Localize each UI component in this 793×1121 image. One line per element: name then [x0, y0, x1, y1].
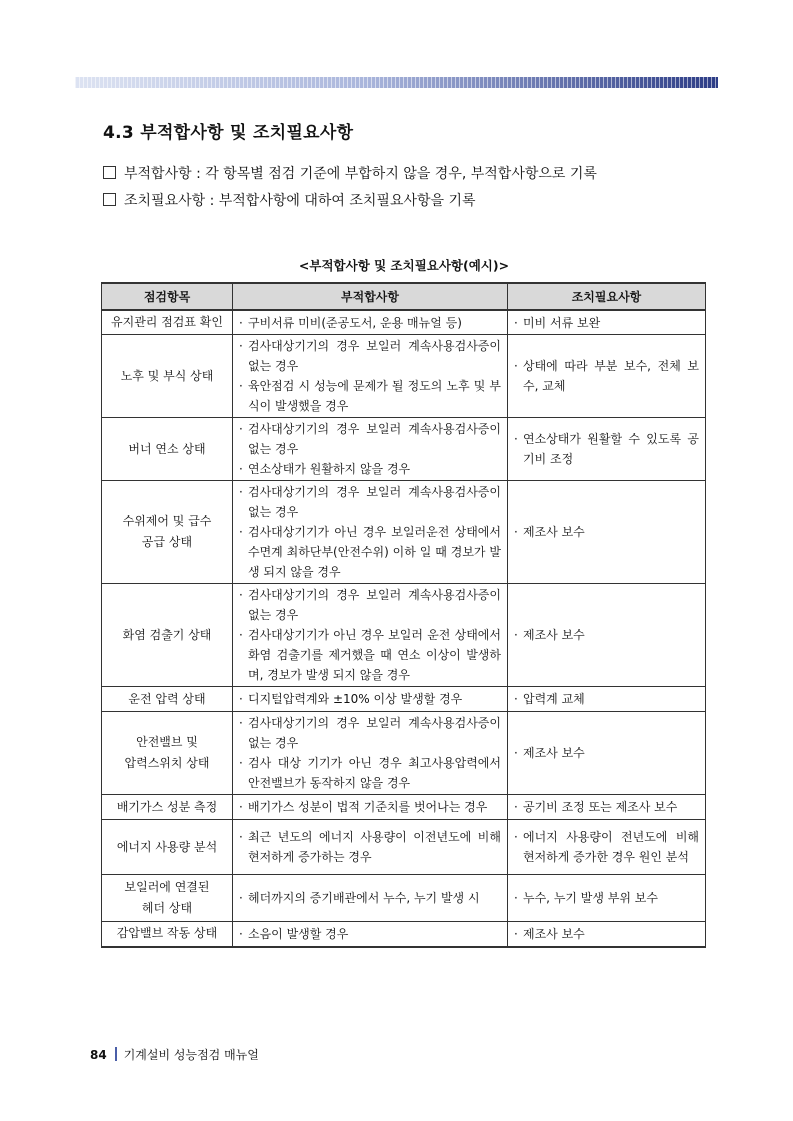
list-item — [514, 429, 699, 469]
middle-dot-icon: · — [514, 359, 518, 373]
bullet-text: 부적합사항 : 각 항목별 점검 기준에 부합하지 않을 경우, 부적합사항으로 기록 — [124, 166, 597, 182]
list-item — [514, 625, 699, 645]
middle-dot-icon: · — [239, 315, 243, 330]
list-item-text: 제조사 보수 — [523, 525, 585, 539]
cell-nonconformity — [233, 875, 508, 922]
item-line: 화염 검출기 상태 — [122, 627, 212, 642]
item-line: 헤더 상태 — [141, 901, 193, 915]
middle-dot-icon: · — [239, 830, 243, 844]
header-action-required: 조치필요사항 — [508, 283, 706, 310]
table-row — [102, 922, 706, 947]
list-item — [514, 924, 699, 944]
list-item — [239, 522, 501, 582]
cell-action-required — [508, 418, 706, 481]
list-item — [239, 482, 501, 522]
list-item-text: 검사대상기기의 경우 보일러 계속사용검사증이 없는 경우 — [248, 716, 501, 750]
table-row — [102, 335, 706, 418]
item-line: 유지관리 점검표 확인 — [111, 315, 223, 329]
table-row — [102, 820, 706, 875]
item-line: 수위제어 및 급수 — [122, 514, 212, 528]
header-decoration-stripes — [75, 77, 718, 88]
cell-action-required — [508, 584, 706, 687]
middle-dot-icon: · — [239, 379, 243, 393]
middle-dot-icon: · — [514, 692, 518, 706]
middle-dot-icon: · — [514, 891, 518, 905]
list-item-text: 검사대상기기의 경우 보일러 계속사용검사증이 없는 경우 — [248, 485, 501, 519]
footer-title: 기계설비 성능점검 매뉴얼 — [123, 1048, 259, 1062]
list-item — [514, 888, 699, 908]
list-item-text: 검사대상기기의 경우 보일러 계속사용검사증이 없는 경우 — [248, 588, 501, 622]
middle-dot-icon: · — [514, 315, 518, 330]
middle-dot-icon: · — [514, 432, 518, 446]
cell-inspection-item — [102, 418, 233, 481]
inspection-table — [101, 282, 706, 948]
list-item-text: 제조사 보수 — [523, 628, 585, 642]
bullet-nonconformity — [103, 163, 597, 183]
middle-dot-icon: · — [239, 692, 243, 706]
cell-action-required — [508, 712, 706, 795]
middle-dot-icon: · — [239, 891, 243, 905]
list-item-text: 검사대상기기의 경우 보일러 계속사용검사증이 없는 경우 — [248, 339, 501, 373]
list-item — [514, 522, 699, 542]
list-item-text: 헤더까지의 증기배관에서 누수, 누기 발생 시 — [248, 891, 480, 905]
cell-inspection-item — [102, 584, 233, 687]
item-line: 공급 상태 — [141, 535, 193, 549]
middle-dot-icon: · — [239, 485, 243, 499]
table-row — [102, 712, 706, 795]
middle-dot-icon: · — [239, 628, 243, 642]
list-item — [239, 689, 501, 709]
list-item-text: 배기가스 성분이 법적 기준치를 벗어나는 경우 — [248, 800, 488, 814]
list-item — [239, 419, 501, 459]
middle-dot-icon: · — [514, 926, 518, 941]
list-item — [239, 625, 501, 685]
cell-nonconformity — [233, 335, 508, 418]
middle-dot-icon: · — [239, 800, 243, 814]
list-item-text: 디지털압력계와 ±10% 이상 발생할 경우 — [248, 692, 463, 706]
list-item-text: 구비서류 미비(준공도서, 운용 매뉴얼 등) — [248, 315, 462, 330]
cell-nonconformity — [233, 687, 508, 712]
list-item — [514, 827, 699, 867]
middle-dot-icon: · — [239, 926, 243, 941]
cell-action-required — [508, 875, 706, 922]
list-item — [514, 743, 699, 763]
middle-dot-icon: · — [239, 716, 243, 730]
cell-action-required — [508, 310, 706, 335]
cell-inspection-item — [102, 481, 233, 584]
list-item-text: 최근 년도의 에너지 사용량이 이전년도에 비해 현저하게 증가하는 경우 — [248, 830, 501, 864]
list-item-text: 검사 대상 기기가 아닌 경우 최고사용압력에서 안전밸브가 동작하지 않을 경우 — [248, 756, 501, 790]
list-item-text: 제조사 보수 — [523, 746, 585, 760]
list-item-text: 공기비 조정 또는 제조사 보수 — [523, 800, 678, 814]
list-item-text: 연소상태가 원활하지 않을 경우 — [248, 462, 411, 476]
item-line: 압력스위치 상태 — [124, 756, 210, 770]
middle-dot-icon: · — [239, 525, 243, 539]
list-item-text: 에너지 사용량이 전년도에 비해 현저하게 증가한 경우 원인 분석 — [523, 830, 699, 864]
item-line: 에너지 사용량 분석 — [116, 839, 218, 854]
list-item-text: 검사대상기기가 아닌 경우 보일러 운전 상태에서 화염 검출기를 제거했을 때 연소 이상이 발생하며, 경보가 발생 되지 않을 경우 — [248, 628, 501, 682]
list-item — [239, 336, 501, 376]
page-number: 84 — [90, 1048, 107, 1062]
item-line: 버너 연소 상태 — [128, 441, 206, 456]
list-item-text: 육안점검 시 성능에 문제가 될 정도의 노후 및 부식이 발생했을 경우 — [248, 379, 501, 413]
table-caption: <부적합사항 및 조치필요사항(예시)> — [298, 258, 510, 273]
cell-action-required — [508, 335, 706, 418]
list-item — [239, 376, 501, 416]
middle-dot-icon: · — [514, 746, 518, 760]
table-header-row — [102, 283, 706, 310]
cell-nonconformity — [233, 820, 508, 875]
list-item-text: 검사대상기기가 아닌 경우 보일러운전 상태에서 수면계 최하단부(안전수위) 이하 일 때 경보가 발생 되지 않을 경우 — [248, 525, 501, 579]
header-nonconformity: 부적합사항 — [233, 283, 508, 310]
list-item-text: 미비 서류 보완 — [523, 315, 601, 330]
item-line: 배기가스 성분 측정 — [116, 799, 218, 814]
middle-dot-icon: · — [514, 800, 518, 814]
middle-dot-icon: · — [514, 628, 518, 642]
page-footer — [90, 1046, 259, 1063]
list-item-text: 누수, 누기 발생 부위 보수 — [523, 891, 658, 905]
cell-nonconformity — [233, 584, 508, 687]
list-item — [239, 888, 501, 908]
list-item — [239, 753, 501, 793]
checkbox-square-icon — [103, 166, 116, 179]
item-line: 안전밸브 및 — [136, 735, 198, 749]
section-title: 4.3 부적합사항 및 조치필요사항 — [103, 123, 354, 143]
cell-inspection-item — [102, 820, 233, 875]
middle-dot-icon: · — [239, 339, 243, 353]
item-line: 노후 및 부식 상태 — [120, 368, 214, 383]
bullet-text: 조치필요사항 : 부적합사항에 대하여 조치필요사항을 기록 — [124, 193, 476, 209]
list-item — [239, 313, 501, 333]
table-row — [102, 795, 706, 820]
cell-inspection-item — [102, 795, 233, 820]
item-line: 보일러에 연결된 — [124, 880, 210, 894]
list-item — [239, 924, 501, 944]
list-item-text: 소음이 발생할 경우 — [248, 926, 349, 941]
list-item-text: 검사대상기기의 경우 보일러 계속사용검사증이 없는 경우 — [248, 422, 501, 456]
bullet-action-required — [103, 190, 476, 210]
list-item — [514, 356, 699, 396]
middle-dot-icon: · — [514, 830, 518, 844]
middle-dot-icon: · — [239, 588, 243, 602]
table-row — [102, 310, 706, 335]
cell-nonconformity — [233, 922, 508, 947]
middle-dot-icon: · — [514, 525, 518, 539]
list-item — [514, 797, 699, 817]
checkbox-square-icon — [103, 193, 116, 206]
cell-action-required — [508, 922, 706, 947]
item-line: 운전 압력 상태 — [128, 691, 206, 706]
list-item — [514, 313, 699, 333]
table-row — [102, 875, 706, 922]
cell-nonconformity — [233, 481, 508, 584]
cell-inspection-item — [102, 875, 233, 922]
cell-action-required — [508, 820, 706, 875]
cell-inspection-item — [102, 335, 233, 418]
cell-action-required — [508, 481, 706, 584]
list-item — [239, 797, 501, 817]
list-item-text: 제조사 보수 — [523, 926, 585, 941]
cell-nonconformity — [233, 418, 508, 481]
cell-inspection-item — [102, 712, 233, 795]
list-item — [514, 689, 699, 709]
middle-dot-icon: · — [239, 462, 243, 476]
cell-inspection-item — [102, 310, 233, 335]
middle-dot-icon: · — [239, 422, 243, 436]
middle-dot-icon: · — [239, 756, 243, 770]
cell-action-required — [508, 687, 706, 712]
table-row — [102, 584, 706, 687]
table-row — [102, 687, 706, 712]
cell-nonconformity — [233, 712, 508, 795]
cell-inspection-item — [102, 922, 233, 947]
list-item-text: 연소상태가 원활할 수 있도록 공기비 조정 — [523, 432, 699, 466]
list-item — [239, 827, 501, 867]
table-row — [102, 481, 706, 584]
list-item — [239, 713, 501, 753]
list-item — [239, 459, 501, 479]
footer-separator — [115, 1047, 117, 1061]
cell-nonconformity — [233, 310, 508, 335]
cell-nonconformity — [233, 795, 508, 820]
cell-inspection-item — [102, 687, 233, 712]
list-item-text: 압력계 교체 — [523, 692, 585, 706]
list-item — [239, 585, 501, 625]
cell-action-required — [508, 795, 706, 820]
header-inspection-item: 점검항목 — [102, 283, 233, 310]
list-item-text: 상태에 따라 부분 보수, 전체 보수, 교체 — [523, 359, 699, 393]
item-line: 감압밸브 작동 상태 — [116, 926, 218, 941]
table-row — [102, 418, 706, 481]
